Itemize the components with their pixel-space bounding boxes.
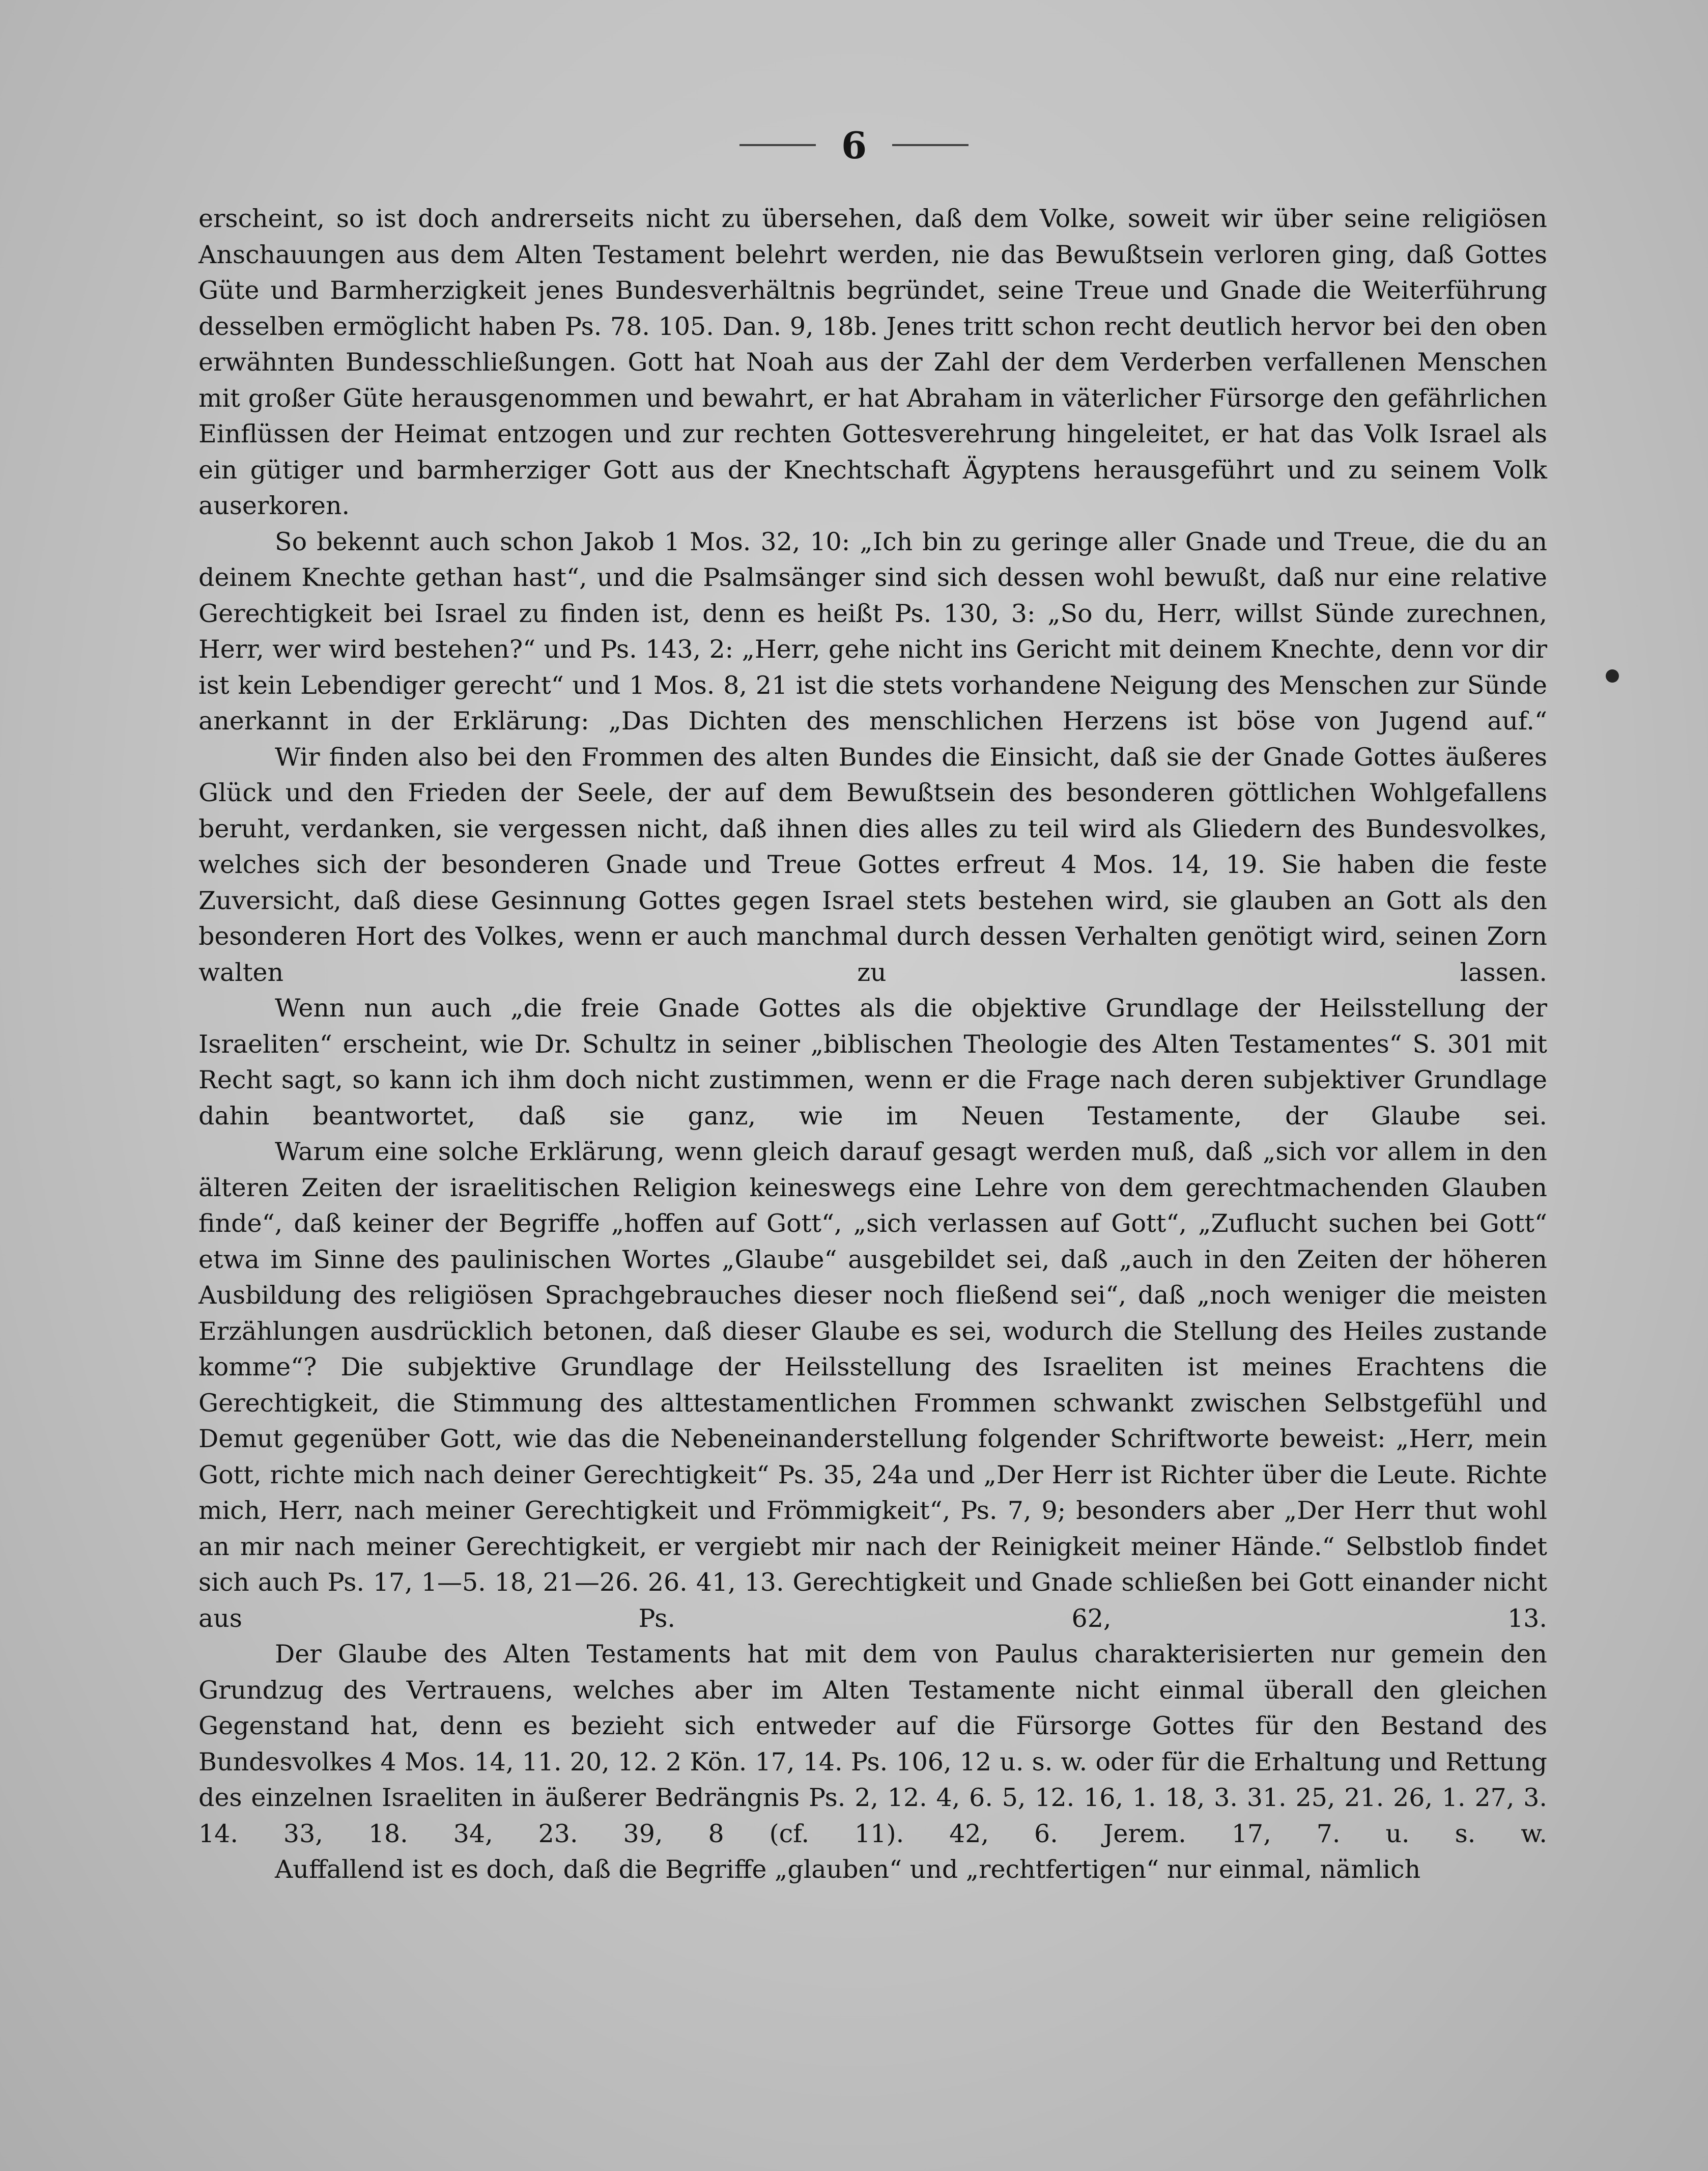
paragraph: Warum eine solche Erklärung, wenn gleich darauf gesagt werden muß, daß „sich vor allem in den älteren Zeiten der israelitischen Religion keineswegs eine Lehre von dem gerechtmachenden Glauben finde“, daß keiner der Begriffe „hoffen auf Gott“, „sich verlassen auf Gott“, „Zuflucht suchen bei Gott“ etwa im Sinne des paulinischen Wortes „Glaube“ ausgebildet sei, daß „auch in den Zeiten der höheren Ausbildung des religiösen Sprachgebrauches dieser noch fließend sei“, daß „noch weniger die meisten Erzählungen ausdrücklich betonen, daß dieser Glaube es sei, wodurch die Stellung des Heiles zustande komme“? Die subjektive Grundlage der Heilsstellung des Israeliten ist meines Erachtens die Gerechtigkeit, die Stimmung des alttestamentlichen Frommen schwankt zwischen Selbstgefühl und Demut gegenüber Gott, wie das die Nebeneinanderstellung folgender Schriftworte beweist: „Herr, mein Gott, richte mich nach deiner Gerechtigkeit“ Ps. 35, 24a und „Der Herr ist Richter über die Leute. Richte mich, Herr, nach meiner Gerechtigkeit und Frömmigkeit“, Ps. 7, 9; besonders aber „Der Herr thut wohl an mir nach meiner Gerechtigkeit, er vergiebt mir nach der Reinigkeit meiner Hände.“ Selbstlob findet sich auch Ps. 17, 1—5. 18, 21—26. 26. 41, 13. Gerechtigkeit und Gnade schließen bei Gott einander nicht aus Ps. 62, 13.	[198, 1137, 1547, 1633]
header-rule-left	[739, 144, 816, 146]
page-number: 6	[841, 123, 867, 167]
paragraph: Auffallend ist es doch, daß die Begriffe „glauben“ und „rechtfertigen“ nur einmal, nämlich	[275, 1855, 1421, 1884]
ink-speck	[1606, 669, 1619, 683]
paragraph: Wir finden also bei den Frommen des alten Bundes die Einsicht, daß sie der Gnade Gottes äußeres Glück und den Frieden der Seele, der auf dem Bewußtsein des besonderen göttlichen Wohlgefallens beruht, verdanken, sie vergessen nicht, daß ihnen dies alles zu teil wird als Gliedern des Bundesvolkes, welches sich der besonderen Gnade und Treue Gottes erfreut 4 Mos. 14, 19. Sie haben die feste Zuversicht, daß diese Gesinnung Gottes gegen Israel stets bestehen wird, sie glauben an Gott als den besonderen Hort des Volkes, wenn er auch manchmal durch dessen Verhalten genötigt wird, seinen Zorn walten zu lassen.	[198, 742, 1547, 987]
page-header	[0, 120, 1708, 171]
paragraph: So bekennt auch schon Jakob 1 Mos. 32, 10: „Ich bin zu geringe aller Gnade und Treue, die du an deinem Knechte gethan hast“, und die Psalmsänger sind sich dessen wohl bewußt, daß nur eine relative Gerechtigkeit bei Israel zu finden ist, denn es heißt Ps. 130, 3: „So du, Herr, willst Sünde zurechnen, Herr, wer wird bestehen?“ und Ps. 143, 2: „Herr, gehe nicht ins Gericht mit deinem Knechte, denn vor dir ist kein Lebendiger gerecht“ und 1 Mos. 8, 21 ist die stets vorhandene Neigung des Menschen zur Sünde anerkannt in der Erklärung: „Das Dichten des menschlichen Herzens ist böse von Jugend auf.“	[198, 527, 1547, 736]
paragraph: erscheint, so ist doch andrerseits nicht zu übersehen, daß dem Volke, soweit wir über seine religiösen Anschauungen aus dem Alten Testament belehrt werden, nie das Bewußtsein verloren ging, daß Gottes Güte und Barmherzigkeit jenes Bundesverhältnis begründet, seine Treue und Gnade die Weiterführung desselben ermöglicht haben Ps. 78. 105. Dan. 9, 18b. Jenes tritt schon recht deutlich hervor bei den oben erwähnten Bundesschließungen. Gott hat Noah aus der Zahl der dem Verderben verfallenen Menschen mit großer Güte herausgenommen und bewahrt, er hat Abraham in väterlicher Fürsorge den gefährlichen Einflüssen der Heimat entzogen und zur rechten Gottesverehrung hingeleitet, er hat das Volk Israel als ein gütiger und barmherziger Gott aus der Knechtschaft Ägyptens herausgeführt und zu seinem Volk auserkoren.	[198, 204, 1547, 520]
paragraph: Der Glaube des Alten Testaments hat mit dem von Paulus charakterisierten nur gemein den Grundzug des Vertrauens, welches aber im Alten Testamente nicht einmal überall den gleichen Gegenstand hat, denn es bezieht sich entweder auf die Fürsorge Gottes für den Bestand des Bundesvolkes 4 Mos. 14, 11. 20, 12. 2 Kön. 17, 14. Ps. 106, 12 u. s. w. oder für die Erhaltung und Rettung des einzelnen Israeliten in äußerer Bedrängnis Ps. 2, 12. 4, 6. 5, 12. 16, 1. 18, 3. 31. 25, 21. 26, 1. 27, 3. 14. 33, 18. 34, 23. 39, 8 (cf. 11). 42, 6. Jerem. 17, 7. u. s. w.	[198, 1640, 1547, 1848]
paragraph: Wenn nun auch „die freie Gnade Gottes als die objektive Grundlage der Heilsstellung der Israeliten“ erscheint, wie Dr. Schultz in seiner „biblischen Theologie des Alten Testamentes“ S. 301 mit Recht sagt, so kann ich ihm doch nicht zustimmen, wenn er die Frage nach deren subjektiver Grundlage dahin beantwortet, daß sie ganz, wie im Neuen Testamente, der Glaube sei.	[198, 994, 1547, 1131]
body-text	[198, 201, 1547, 1888]
header-rule-right	[892, 144, 969, 146]
